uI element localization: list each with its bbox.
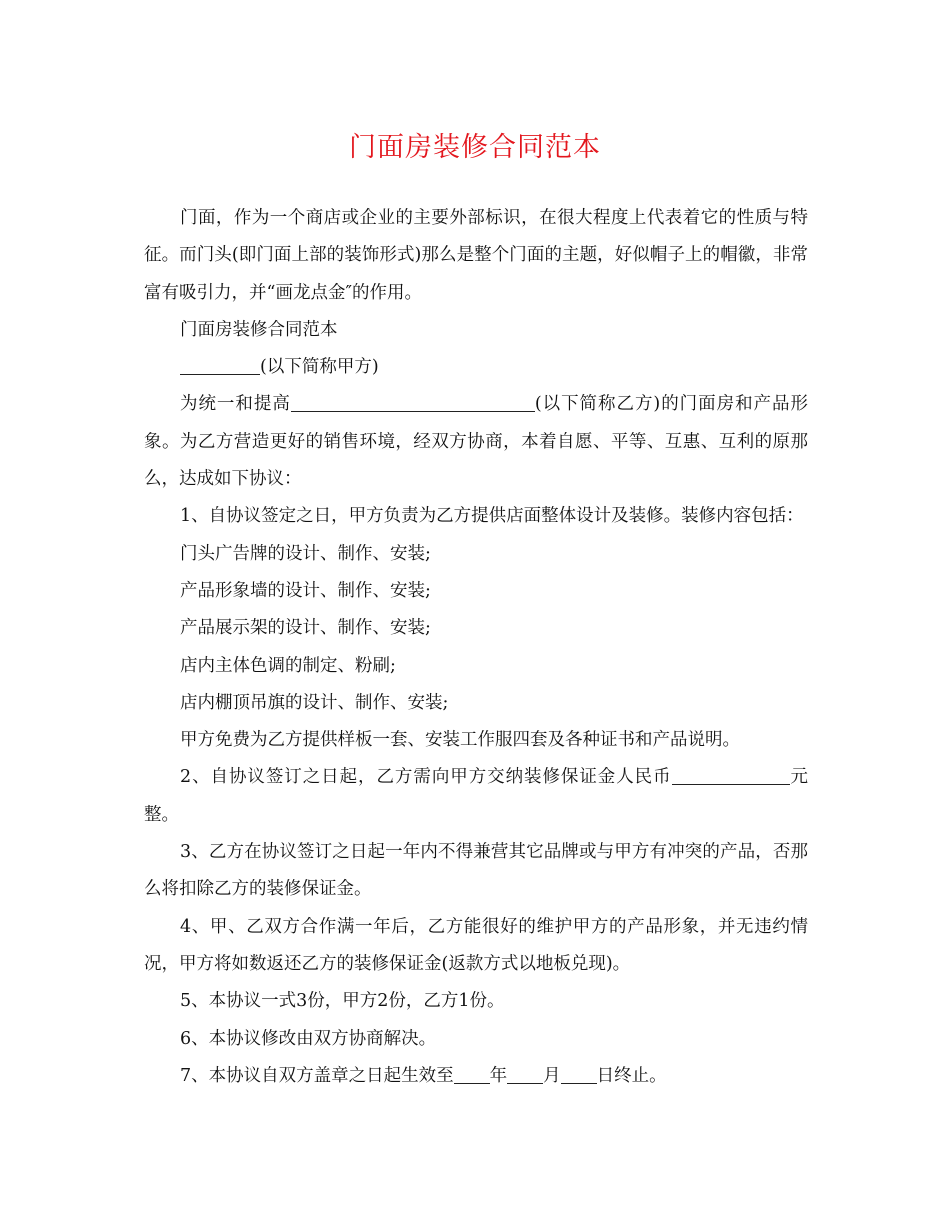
clause-2-prefix: 2、自协议签订之日起，乙方需向甲方交纳装修保证金人民币 (180, 767, 672, 788)
month-blank (507, 1063, 543, 1084)
clause-2 (144, 759, 808, 834)
subtitle-paragraph: 门面房装修合同范本 (180, 319, 338, 340)
list-item: 店内主体色调的制定、粉刷; (180, 655, 396, 676)
list-item: 产品展示架的设计、制作、安装; (180, 618, 431, 639)
list-item: 产品形象墙的设计、制作、安装; (180, 580, 431, 601)
clause-4: 4、甲、乙双方合作满一年后，乙方能很好的维护甲方的产品形象，并无违约情况，甲方将如数返还乙方的装修保证金(返款方式以地板兑现)。 (144, 916, 808, 974)
deposit-blank (672, 764, 790, 785)
party-b-prefix: 为统一和提高 (180, 394, 291, 415)
list-item: 店内棚顶吊旗的设计、制作、安装; (180, 692, 449, 713)
party-a-label: (以下简称甲方) (260, 357, 379, 378)
party-a-blank (180, 354, 260, 375)
party-b-blank (291, 391, 535, 412)
clause-5: 5、本协议一式3份，甲方2份，乙方1份。 (180, 991, 505, 1012)
clause-2-suffix: 元整。 (144, 767, 809, 825)
intro-paragraph: 门面，作为一个商店或企业的主要外部标识，在很大程度上代表着它的性质与特征。而门头(即门面上部的装饰形式)那么是整个门面的主题，好似帽子上的帽徽，非常富有吸引力，并“画龙点金″的作用。 (144, 208, 808, 303)
day-blank (561, 1063, 597, 1084)
clause-7-suffix: 日终止。 (596, 1065, 667, 1086)
clause-7 (144, 1058, 808, 1095)
clause-1: 1、自协议签定之日，甲方负责为乙方提供店面整体设计及装修。装修内容包括： (180, 506, 804, 527)
party-b-paragraph (144, 386, 808, 498)
document-title: 门面房装修合同范本 (349, 132, 601, 163)
party-b-suffix: (以下简称乙方)的门面房和产品形象。为乙方营造更好的销售环境，经双方协商，本着自愿、平等、互惠、互利的原那么，达成如下协议： (144, 394, 808, 490)
party-a-paragraph (144, 349, 808, 386)
clause-7-prefix: 7、本协议自双方盖章之日起生效至 (180, 1065, 454, 1086)
clause-3: 3、乙方在协议签订之日起一年内不得兼营其它品牌或与甲方有冲突的产品，否那么将扣除乙方的装修保证金。 (144, 842, 808, 900)
year-blank (454, 1063, 490, 1084)
clause-6: 6、本协议修改由双方协商解决。 (180, 1028, 437, 1049)
list-item: 门头广告牌的设计、制作、安装; (180, 543, 431, 564)
document-body (144, 200, 808, 1095)
clause-7-year: 年 (489, 1065, 508, 1086)
list-item: 甲方免费为乙方提供样板一套、安装工作服四套及各种证书和产品说明。 (180, 730, 740, 751)
clause-7-month: 月 (543, 1065, 561, 1086)
